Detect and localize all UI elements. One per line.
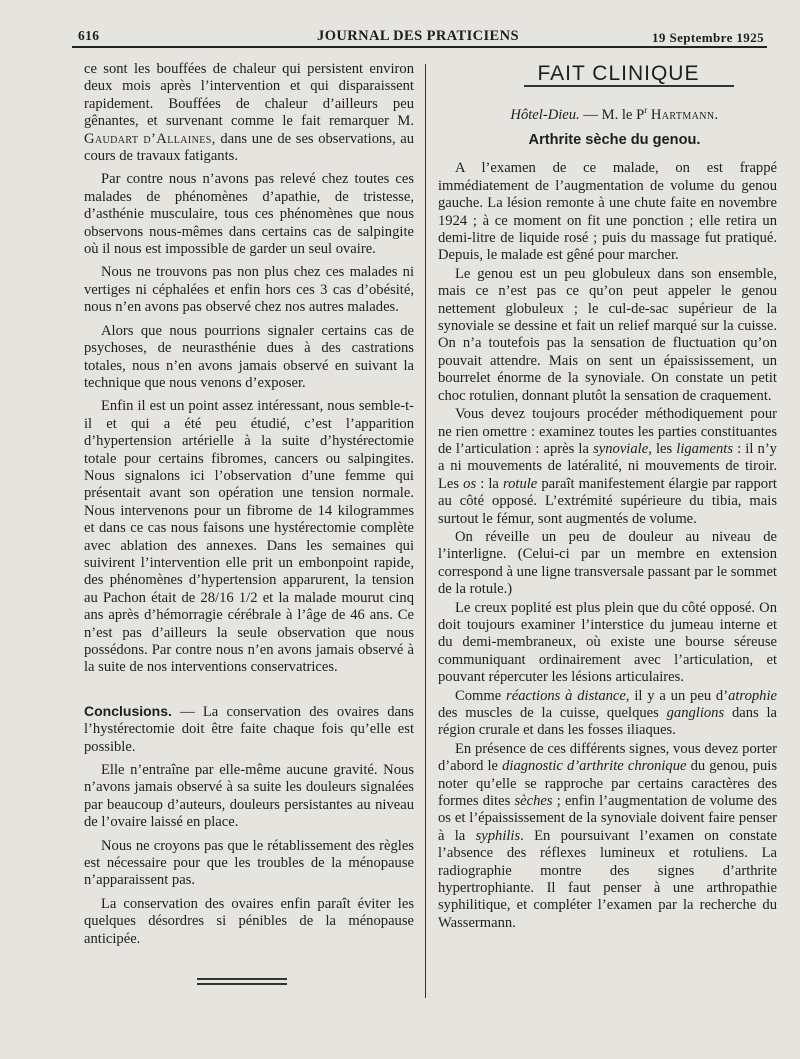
page-number: 616 [78,28,100,43]
paragraph: Le creux poplité est plus plein que du côté opposé. On doit toujours examiner l’interstice du jumeau interne et du demi-membraneux, où existe une bourse séreuse communiquant ordinairement avec l’articulation, et pouvant répercuter les lésions articulaires. [438,599,777,686]
paragraph: Nous ne croyons pas que le rétablissement des règles est nécessaire pour que les troubles de la ménopause n’apparaissent pas. [84,837,414,889]
paragraph: Le genou est un peu globuleux dans son ensemble, mais ce n’est pas ce qu’on peut appeler le genou nettement globuleux ; le cul-de-sac supérieur de la synoviale se dessine et fait un relief marqué sur la cuisse. On n’a toutefois pas la sensation de fluctuation qu’on pouvait attendre. Mais on sent un épaississement, un bourrelet énorme de la synoviale. On constate un petit choc rotulien, donnant plutôt la sensation de craquement. [438,265,777,404]
section-title: FAIT CLINIQUE [537,62,700,85]
author-name-gaudart: Gaudart d’Allaines, [84,130,216,147]
issue-date: 19 Septembre 1925 [652,30,764,45]
end-rule [197,978,287,980]
paragraph: Enfin il est un point assez intéressant, nous semble-t-il et qui a été peu étudié, c’est l’apparition d’hypertension artérielle à la suite d’hystérectomie totale pour certains fibromes, cancers ou salpingites. Nous signalons ici l’observation d’une femme qui présentait avant son opération une tension normale. Nous intervenons pour un fibrome de 14 kilogrammes et dans ce cas nous faisons une hystérectomie complète avec ablation des annexes. Dans les semaines qui suivirent l’intervention elle prit un embonpoint rapide, des phénomènes d’hypertension apparurent, la tension au Pachon était de 28/16 1/2 et la malade mourut cinq ans après d’hémorragie cérébrale à l’âge de 46 ans. Ce n’est pas d’ailleurs la seule observation que nous possédons. Par contre nous n’en avons jamais observé à la suite de nos interventions conservatrices. [84,398,414,676]
left-column [84,61,414,948]
conclusions-heading: Conclusions. [84,702,172,719]
paragraph: A l’examen de ce malade, on est frappé immédiatement de l’augmentation de volume du genou gauche. La lésion remonte à une chute faite en novembre 1924 ; à ce moment on fit une ponction ; elle retira un demi-litre de liquide rosé ; puis du massage fut pratiqué. Depuis, le malade est gêné pour marcher. [438,160,777,264]
conclusions-paragraph: Conclusions. — La conservation des ovaires dans l’hystérectomie doit être faite chaque fois qu’elle est possible. [84,702,414,755]
journal-title: JOURNAL DES PRATICIENS [317,28,519,44]
article-byline: Hôtel-Dieu. — M. le $P^r$ Hartmann. [510,104,719,123]
end-rule [197,983,287,985]
continued-paragraph: ce sont les bouffées de chaleur qui persistent environ deux mois après l’intervention et qui disparaissent rapidement. Bouffées de chaleur d’ailleurs peu gênantes, et survenant comme le fait remarquer M. Gaudart d’Allaines, dans une de ses observations, au cours de travaux fatigants. [84,61,414,165]
page-header [72,22,764,46]
article-title: Arthrite sèche du genou. [528,132,701,148]
article-body [438,160,777,932]
column-divider [425,64,426,998]
right-column [438,61,777,932]
section-title-rule [524,85,734,86]
paragraph: En présence de ces différents signes, vous devez porter d’abord le diagnostic d’arthrite chronique du genou, puis noter qu’elle se rapproche par certains caractères des formes dites sèches ; enfin l’augmentation de volume des os et l’épaississement de la synoviale doivent faire penser à la syphilis. En poursuivant l’examen on constate l’absence des réflexes lumineux et rotuliens. La radiographie montre des signes d’arthrite hypertrophiante. Il faut penser à une arthropathie syphilitique, et compléter l’examen par la recherche du Wassermann. [438,740,778,931]
paragraph: Vous devez toujours procéder méthodiquement pour ne rien omettre : examinez toutes les parties constituantes de l’articulation : après la synoviale, les ligaments : il n’y a ni mouvements de latéralité, ni mouvements de tiroir. Les os : la rotule paraît manifestement élargie par rapport au côté opposé. L’extrémité supérieure du tibia, mais surtout le fémur, sont augmentés de volume. [438,406,777,527]
paragraph: Alors que nous pourrions signaler certains cas de psychoses, de neurasthénie dues à des castrations totales, nous n’en avons jamais observé en suivant la technique que nous venons d’exposer. [84,322,414,391]
paragraph: Elle n’entraîne par elle-même aucune gravité. Nous n’avons jamais observé à sa suite les douleurs signalées par beaucoup d’auteurs, douleurs persistantes au niveau de l’ovaire laissé en place. [84,762,414,831]
hospital-name: Hôtel-Dieu. [510,106,580,123]
paragraph: Comme réactions à distance, il y a un peu d’atrophie des muscles de la cuisse, quelques ganglions dans la région crurale et dans les fosses iliaques. [438,687,777,739]
paragraph: Par contre nous n’avons pas relevé chez toutes ces malades de phénomènes d’apathie, de tristesse, d’asthénie musculaire, tous ces phénomènes que nous observons nous-mêmes dans certains cas de salpingite où il nous est impossible de garder un seul ovaire. [84,171,414,258]
paragraph: La conservation des ovaires enfin paraît éviter les quelques désordres si pénibles de la ménopause anticipée. [84,895,414,947]
author-name: Hartmann. [650,106,719,123]
header-rule [72,46,767,48]
paragraph: Nous ne trouvons pas non plus chez ces malades ni vertiges ni céphalées et enfin hors ces 3 cas d’obésité, nous n’en avons pas observé chez nos autres malades. [84,264,414,316]
paragraph: On réveille un peu de douleur au niveau de l’interligne. (Celui-ci par un membre en extension correspond à une ligne transversale passant par le sommet de la rotule.) [438,528,777,598]
